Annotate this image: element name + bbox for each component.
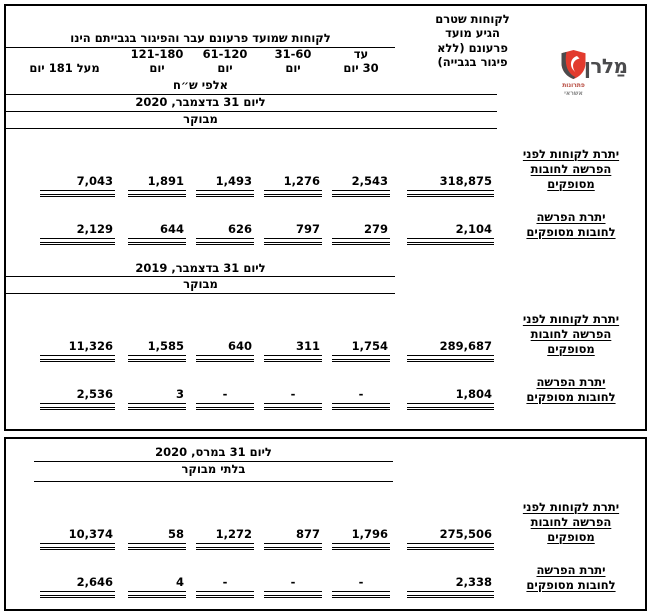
value-cell: 10,374 bbox=[6, 527, 123, 550]
row-label: יתרת הפרשה לחובות מסופקים bbox=[526, 209, 616, 239]
column-header-up-to-30-days: עד 30 יום bbox=[343, 47, 379, 76]
value-cell: 58 bbox=[123, 527, 191, 550]
value-cell: 644 bbox=[123, 222, 191, 245]
row-label: יתרת לקוחות לפני הפרשה לחובות מסופקים bbox=[522, 146, 620, 191]
value-cell: 2,536 bbox=[6, 387, 123, 410]
table-box-annual bbox=[4, 4, 647, 431]
value-cell: 1,276 bbox=[259, 174, 327, 197]
value-cell: 1,804 bbox=[395, 387, 497, 410]
value-cell: - bbox=[191, 575, 259, 598]
double-rule bbox=[40, 547, 115, 550]
value-cell: 797 bbox=[259, 222, 327, 245]
double-rule bbox=[332, 194, 390, 197]
double-rule bbox=[332, 407, 390, 410]
double-rule bbox=[40, 194, 115, 197]
double-rule bbox=[264, 547, 322, 550]
column-header-61-120-days: 61-120 יום bbox=[202, 47, 248, 76]
section-date-band bbox=[6, 261, 645, 278]
table-row bbox=[6, 210, 645, 245]
section-date: ליום 31 במרס, 2020 bbox=[34, 445, 393, 462]
column-header-over-181-days: מעל 181 יום bbox=[29, 61, 100, 76]
table-row bbox=[6, 500, 645, 550]
section-date: ליום 31 בדצמבר, 2020 bbox=[135, 94, 266, 109]
malran-logo bbox=[557, 49, 641, 107]
double-rule bbox=[332, 547, 390, 550]
value-cell: 289,687 bbox=[395, 339, 497, 362]
audit-status: מבוקר bbox=[6, 277, 395, 294]
value-cell: 1,493 bbox=[191, 174, 259, 197]
value-cell: 2,129 bbox=[6, 222, 123, 245]
double-rule bbox=[128, 547, 186, 550]
value-cell: - bbox=[191, 387, 259, 410]
double-rule bbox=[128, 595, 186, 598]
double-rule bbox=[407, 194, 494, 197]
section-date-band bbox=[6, 445, 645, 462]
value-cell: - bbox=[327, 575, 395, 598]
logo-brand: מַלרן bbox=[584, 54, 628, 78]
value-cell: 877 bbox=[259, 527, 327, 550]
value-cell: - bbox=[259, 575, 327, 598]
double-rule bbox=[264, 194, 322, 197]
section-date-band bbox=[6, 95, 645, 112]
logo-tagline-line2: אשראי bbox=[564, 89, 583, 97]
value-cell: 1,754 bbox=[327, 339, 395, 362]
double-rule bbox=[196, 547, 254, 550]
value-cell: 640 bbox=[191, 339, 259, 362]
table-header bbox=[6, 6, 645, 78]
value-cell: 2,338 bbox=[395, 575, 497, 598]
double-rule bbox=[128, 359, 186, 362]
column-header-not-yet-due: לקוחות שטרם הגיע מועד פרעונם (ללא פיגור בגבייה) bbox=[435, 12, 510, 70]
double-rule bbox=[40, 359, 115, 362]
shield-icon bbox=[560, 49, 587, 80]
table-row bbox=[6, 312, 645, 362]
value-cell: 7,043 bbox=[6, 174, 123, 197]
value-cell: 2,543 bbox=[327, 174, 395, 197]
double-rule bbox=[40, 407, 115, 410]
double-rule bbox=[407, 242, 494, 245]
double-rule bbox=[332, 242, 390, 245]
value-cell: 3 bbox=[123, 387, 191, 410]
double-rule bbox=[128, 407, 186, 410]
table-row bbox=[6, 563, 645, 598]
units-label: אלפי ש״ח bbox=[172, 78, 229, 92]
value-cell: 1,891 bbox=[123, 174, 191, 197]
double-rule bbox=[196, 595, 254, 598]
value-cell: 1,585 bbox=[123, 339, 191, 362]
audit-status: מבוקר bbox=[183, 111, 218, 126]
double-rule bbox=[196, 242, 254, 245]
value-cell: 318,875 bbox=[395, 174, 497, 197]
row-label: יתרת הפרשה לחובות מסופקים bbox=[526, 375, 616, 405]
units-band bbox=[6, 78, 645, 95]
value-cell: 1,272 bbox=[191, 527, 259, 550]
double-rule bbox=[264, 595, 322, 598]
double-rule bbox=[40, 242, 115, 245]
double-rule bbox=[407, 547, 494, 550]
audit-band bbox=[6, 112, 645, 129]
row-label: יתרת לקוחות לפני הפרשה לחובות מסופקים bbox=[522, 499, 620, 544]
double-rule bbox=[407, 595, 494, 598]
double-rule bbox=[264, 242, 322, 245]
double-rule bbox=[128, 242, 186, 245]
value-cell: 11,326 bbox=[6, 339, 123, 362]
table-row bbox=[6, 147, 645, 197]
audit-band bbox=[6, 277, 645, 294]
logo-tagline bbox=[557, 82, 590, 97]
audit-status: בלתי מבוקר bbox=[34, 462, 393, 482]
column-header-121-180-days: 121-180 יום bbox=[130, 47, 184, 76]
double-rule bbox=[128, 194, 186, 197]
logo-tagline-line1: פתרונות bbox=[562, 82, 585, 89]
value-cell: 2,646 bbox=[6, 575, 123, 598]
double-rule bbox=[40, 595, 115, 598]
column-group-header-overdue: לקוחות שמועד פרעונם עבר והפיגור בגבייתם הינו bbox=[6, 31, 395, 48]
double-rule bbox=[407, 359, 494, 362]
double-rule bbox=[196, 194, 254, 197]
value-cell: - bbox=[259, 387, 327, 410]
audit-band bbox=[6, 462, 645, 482]
value-cell: 4 bbox=[123, 575, 191, 598]
value-cell: 311 bbox=[259, 339, 327, 362]
double-rule bbox=[264, 359, 322, 362]
section-date: ליום 31 בדצמבר, 2019 bbox=[6, 261, 395, 278]
row-label: יתרת לקוחות לפני הפרשה לחובות מסופקים bbox=[522, 312, 620, 357]
double-rule bbox=[196, 407, 254, 410]
value-cell: 275,506 bbox=[395, 527, 497, 550]
double-rule bbox=[332, 359, 390, 362]
double-rule bbox=[332, 595, 390, 598]
value-cell: - bbox=[327, 387, 395, 410]
table-row bbox=[6, 375, 645, 410]
column-header-31-60-days: 31-60 יום bbox=[274, 47, 312, 76]
value-cell: 1,796 bbox=[327, 527, 395, 550]
table-box-quarterly bbox=[4, 437, 647, 611]
double-rule bbox=[264, 407, 322, 410]
value-cell: 279 bbox=[327, 222, 395, 245]
value-cell: 626 bbox=[191, 222, 259, 245]
value-cell: 2,104 bbox=[395, 222, 497, 245]
row-label: יתרת הפרשה לחובות מסופקים bbox=[526, 562, 616, 592]
double-rule bbox=[196, 359, 254, 362]
double-rule bbox=[407, 407, 494, 410]
